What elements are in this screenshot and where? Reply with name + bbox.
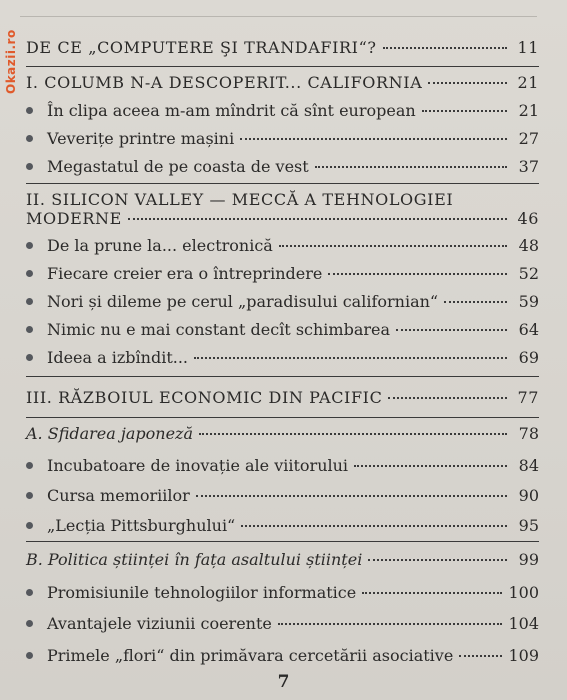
bullet-icon bbox=[26, 589, 33, 596]
toc-section-title: B. Politica științei în fața asaltului științei bbox=[26, 550, 363, 569]
toc-item-title: Veverițe printre mașini bbox=[47, 129, 235, 148]
section-divider bbox=[26, 183, 539, 184]
page-number: 7 bbox=[277, 672, 290, 692]
toc-entry-title: DE CE „COMPUTERE ŞI TRANDAFIRI“? bbox=[26, 38, 377, 57]
toc-chapter-title-line2: MODERNE bbox=[26, 209, 122, 228]
toc-item[interactable] bbox=[26, 320, 539, 339]
toc-item-title: Incubatoare de inovație ale viitorului bbox=[47, 456, 349, 475]
leader-dots bbox=[388, 397, 507, 399]
bullet-icon bbox=[26, 620, 33, 627]
bullet-icon bbox=[26, 107, 33, 114]
toc-item[interactable] bbox=[26, 264, 539, 283]
toc-chapter-1[interactable] bbox=[26, 73, 539, 92]
section-divider bbox=[26, 66, 539, 67]
toc-item[interactable] bbox=[26, 292, 539, 311]
toc-entry-intro[interactable] bbox=[26, 38, 539, 57]
bullet-icon bbox=[26, 492, 33, 499]
toc-item-page: 48 bbox=[518, 236, 539, 255]
toc-item-page: 69 bbox=[518, 348, 539, 367]
toc-item-title: Primele „flori“ din primăvara cercetării asociative bbox=[47, 646, 454, 665]
toc-item[interactable] bbox=[26, 101, 539, 120]
toc-item[interactable] bbox=[26, 486, 539, 505]
leader-dots bbox=[128, 218, 507, 220]
toc-chapter-title-line1: II. SILICON VALLEY — MECCĂ A TEHNOLOGIEI bbox=[26, 190, 454, 209]
toc-section-a[interactable] bbox=[26, 424, 539, 443]
section-divider bbox=[26, 541, 539, 542]
toc-item[interactable] bbox=[26, 646, 539, 665]
toc-section-b[interactable] bbox=[26, 550, 539, 569]
toc-item-title: Megastatul de pe coasta de vest bbox=[47, 157, 309, 176]
toc-item-page: 27 bbox=[518, 129, 539, 148]
bullet-icon bbox=[26, 522, 33, 529]
toc-item-page: 64 bbox=[518, 320, 539, 339]
toc-item[interactable] bbox=[26, 456, 539, 475]
bullet-icon bbox=[26, 326, 33, 333]
bullet-icon bbox=[26, 135, 33, 142]
leader-dots bbox=[241, 525, 507, 527]
toc-entry-page: 21 bbox=[517, 73, 539, 92]
leader-dots bbox=[444, 301, 507, 303]
toc-item-page: 109 bbox=[508, 646, 539, 665]
toc-item-title: Nimic nu e mai constant decît schimbarea bbox=[47, 320, 391, 339]
toc-item[interactable] bbox=[26, 236, 539, 255]
toc-item-title: Promisiunile tehnologiilor informatice bbox=[47, 583, 357, 602]
toc-item[interactable] bbox=[26, 614, 539, 633]
bullet-icon bbox=[26, 163, 33, 170]
toc-item[interactable] bbox=[26, 583, 539, 602]
leader-dots bbox=[428, 82, 507, 84]
leader-dots bbox=[362, 592, 502, 594]
leader-dots bbox=[199, 433, 507, 435]
toc-item-page: 52 bbox=[518, 264, 539, 283]
leader-dots bbox=[279, 245, 507, 247]
leader-dots bbox=[278, 623, 503, 625]
bullet-icon bbox=[26, 270, 33, 277]
leader-dots bbox=[196, 495, 507, 497]
leader-dots bbox=[459, 655, 502, 657]
toc-entry-page: 77 bbox=[517, 388, 539, 407]
toc-item[interactable] bbox=[26, 129, 539, 148]
bullet-icon bbox=[26, 298, 33, 305]
toc-section-title: A. Sfidarea japoneză bbox=[26, 424, 193, 443]
toc-item-page: 90 bbox=[518, 486, 539, 505]
toc-entry-page: 99 bbox=[518, 550, 539, 569]
toc-item-title: De la prune la... electronică bbox=[47, 236, 273, 255]
toc-item-title: Fiecare creier era o întreprindere bbox=[47, 264, 323, 283]
toc-item[interactable] bbox=[26, 348, 539, 367]
leader-dots bbox=[383, 47, 507, 49]
leader-dots bbox=[194, 357, 507, 359]
leader-dots bbox=[240, 138, 507, 140]
watermark-logo: Okazii.ro bbox=[4, 29, 18, 94]
toc-item-page: 84 bbox=[518, 456, 539, 475]
toc-item-title: Avantajele viziunii coerente bbox=[47, 614, 272, 633]
toc-item-page: 21 bbox=[518, 101, 539, 120]
bullet-icon bbox=[26, 354, 33, 361]
toc-chapter-3[interactable] bbox=[26, 388, 539, 407]
toc-item-title: Ideea a izbîndit... bbox=[47, 348, 189, 367]
toc-item-title: „Lecția Pittsburghului“ bbox=[47, 516, 236, 535]
toc-entry-page: 46 bbox=[517, 209, 539, 228]
toc-item[interactable] bbox=[26, 157, 539, 176]
toc-item-page: 95 bbox=[518, 516, 539, 535]
toc-item-title: Nori și dileme pe cerul „paradisului californian“ bbox=[47, 292, 439, 311]
leader-dots bbox=[396, 329, 507, 331]
toc-item[interactable] bbox=[26, 516, 539, 535]
bullet-icon bbox=[26, 462, 33, 469]
toc-item-title: Cursa memoriilor bbox=[47, 486, 190, 505]
leader-dots bbox=[328, 273, 507, 275]
bullet-icon bbox=[26, 242, 33, 249]
toc-item-page: 59 bbox=[518, 292, 539, 311]
section-divider bbox=[26, 417, 539, 418]
section-divider bbox=[26, 376, 539, 377]
toc-entry-page: 78 bbox=[518, 424, 539, 443]
leader-dots bbox=[354, 465, 507, 467]
toc-chapter-title: I. COLUMB N-A DESCOPERIT... CALIFORNIA bbox=[26, 73, 423, 92]
toc-entry-page: 11 bbox=[517, 38, 539, 57]
toc-chapter-2[interactable] bbox=[26, 190, 539, 228]
toc-item-page: 104 bbox=[508, 614, 539, 633]
leader-dots bbox=[422, 110, 507, 112]
toc-chapter-title: III. RĂZBOIUL ECONOMIC DIN PACIFIC bbox=[26, 388, 383, 407]
toc-item-page: 37 bbox=[518, 157, 539, 176]
bullet-icon bbox=[26, 652, 33, 659]
leader-dots bbox=[315, 166, 507, 168]
toc-item-title: În clipa aceea m-am mîndrit că sînt european bbox=[47, 101, 416, 120]
leader-dots bbox=[368, 559, 507, 561]
toc-item-page: 100 bbox=[508, 583, 539, 602]
